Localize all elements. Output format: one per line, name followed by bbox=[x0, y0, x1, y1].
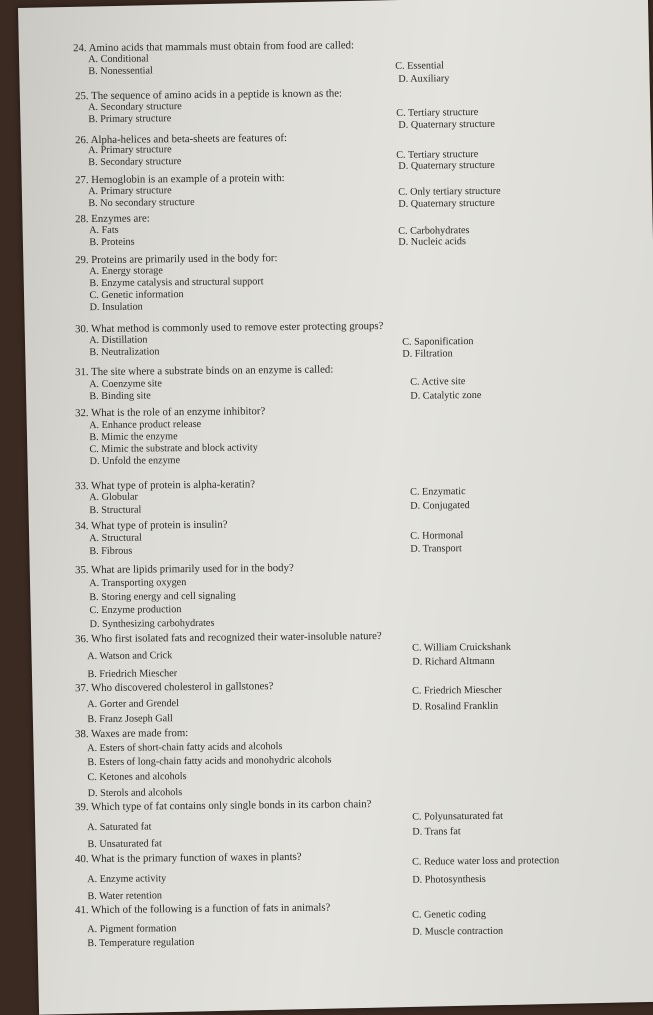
question-stem bbox=[75, 520, 228, 532]
option-letter: C. bbox=[89, 604, 99, 617]
option-letter: A. bbox=[89, 378, 100, 391]
answer-option bbox=[412, 702, 498, 713]
answer-option bbox=[89, 290, 183, 301]
question-stem bbox=[75, 799, 371, 813]
question-stem bbox=[75, 479, 255, 492]
option-letter: D. bbox=[89, 618, 100, 631]
answer-option bbox=[398, 161, 495, 172]
answer-option bbox=[89, 578, 186, 589]
question-stem bbox=[75, 563, 294, 576]
option-text: Primary structure bbox=[100, 113, 172, 125]
question-stem bbox=[75, 365, 333, 379]
answer-option bbox=[89, 266, 163, 277]
option-letter: B. bbox=[87, 937, 97, 950]
answer-option bbox=[87, 651, 172, 662]
option-letter: D. bbox=[87, 787, 98, 800]
answer-option bbox=[410, 501, 470, 512]
answer-option bbox=[88, 145, 172, 156]
option-letter: B. bbox=[87, 838, 97, 851]
option-text: Saturated fat bbox=[99, 821, 152, 833]
option-letter: D. bbox=[412, 656, 423, 668]
question-stem bbox=[75, 903, 330, 916]
option-text: Ketones and alcohols bbox=[99, 771, 187, 783]
answer-option bbox=[87, 874, 166, 885]
option-letter: B. bbox=[87, 756, 97, 769]
answer-option bbox=[87, 714, 173, 725]
option-letter: B. bbox=[89, 504, 99, 517]
option-letter: A. bbox=[89, 491, 100, 504]
option-text: Auxiliary bbox=[410, 73, 450, 85]
option-text: Enhance product release bbox=[101, 418, 202, 431]
question-text: Proteins are primarily used in the body for: bbox=[91, 252, 278, 267]
answer-option bbox=[88, 54, 149, 65]
option-letter: A. bbox=[87, 698, 98, 711]
answer-option bbox=[90, 619, 215, 631]
option-text: Distillation bbox=[101, 334, 148, 346]
option-letter: A. bbox=[87, 873, 98, 886]
question-number: 31. bbox=[74, 366, 89, 379]
option-letter: D. bbox=[398, 236, 409, 248]
option-letter: A. bbox=[89, 419, 100, 432]
question-number: 26. bbox=[74, 134, 89, 147]
option-letter: A. bbox=[89, 334, 100, 347]
option-letter: C. bbox=[410, 486, 420, 498]
option-letter: B. bbox=[88, 113, 98, 126]
option-letter: A. bbox=[87, 650, 98, 663]
option-letter: D. bbox=[412, 701, 423, 713]
option-text: Secondary structure bbox=[100, 156, 182, 168]
answer-option bbox=[410, 487, 466, 498]
option-text: Enzyme activity bbox=[99, 873, 167, 885]
question-number: 35. bbox=[74, 564, 89, 577]
option-text: Structural bbox=[101, 504, 142, 516]
question-number: 40. bbox=[74, 853, 89, 866]
option-text: Polyunsaturated fat bbox=[424, 810, 504, 823]
option-text: Transporting oxygen bbox=[101, 577, 187, 589]
option-letter: A. bbox=[89, 265, 100, 278]
answer-option bbox=[87, 669, 177, 680]
option-letter: D. bbox=[89, 455, 100, 468]
option-text: Binding site bbox=[101, 390, 151, 402]
answer-option bbox=[398, 199, 495, 210]
option-letter: C. bbox=[410, 530, 420, 542]
option-letter: A. bbox=[88, 101, 99, 114]
answer-option bbox=[89, 547, 132, 558]
option-letter: A. bbox=[87, 742, 98, 755]
question-stem bbox=[75, 728, 188, 740]
answer-option bbox=[88, 157, 181, 168]
option-letter: B. bbox=[89, 591, 99, 604]
option-text: Globular bbox=[101, 491, 138, 503]
option-letter: A. bbox=[89, 224, 100, 237]
answer-option bbox=[402, 337, 473, 348]
option-text: Temperature regulation bbox=[99, 936, 195, 949]
option-letter: D. bbox=[398, 73, 409, 85]
answer-option bbox=[87, 891, 162, 902]
option-letter: B. bbox=[89, 390, 99, 403]
answer-option bbox=[412, 910, 486, 921]
option-letter: D. bbox=[410, 500, 421, 512]
option-text: Coenzyme site bbox=[101, 378, 162, 390]
option-text: Mimic the substrate and block activity bbox=[101, 442, 258, 455]
answer-option bbox=[89, 303, 142, 314]
question-number: 30. bbox=[74, 323, 89, 336]
option-letter: B. bbox=[89, 545, 99, 558]
answer-option bbox=[410, 544, 462, 555]
answer-option bbox=[87, 699, 179, 710]
answer-option bbox=[89, 226, 119, 237]
answer-option bbox=[402, 349, 452, 360]
answer-option bbox=[89, 592, 235, 604]
option-text: Active site bbox=[421, 376, 466, 388]
option-text: Unsaturated fat bbox=[99, 838, 162, 850]
option-text: Saponification bbox=[414, 336, 474, 348]
question-text: Hemoglobin is an example of a protein with: bbox=[91, 172, 285, 187]
question-number: 24. bbox=[72, 42, 87, 55]
option-text: Synthesizing carbohydrates bbox=[102, 617, 215, 630]
option-text: Photosynthesis bbox=[424, 873, 486, 886]
option-letter: D. bbox=[402, 348, 413, 360]
question-stem bbox=[75, 406, 265, 419]
option-letter: A. bbox=[89, 532, 100, 545]
option-text: Neutralization bbox=[101, 346, 160, 358]
answer-option bbox=[412, 927, 503, 938]
option-text: Sterols and alcohols bbox=[100, 787, 183, 799]
option-text: Insulation bbox=[101, 301, 143, 313]
answer-option bbox=[89, 534, 142, 545]
answer-option bbox=[90, 456, 181, 467]
answer-option bbox=[412, 643, 511, 654]
option-text: William Cruickshank bbox=[423, 641, 511, 654]
option-letter: A. bbox=[88, 53, 99, 66]
question-stem bbox=[75, 88, 342, 102]
question-text: What is the role of an enzyme inhibitor? bbox=[91, 405, 266, 420]
option-letter: B. bbox=[87, 668, 97, 681]
answer-option bbox=[412, 875, 486, 886]
option-text: Tertiary structure bbox=[407, 106, 479, 119]
option-letter: A. bbox=[87, 821, 98, 834]
option-text: Esters of short-chain fatty acids and alcohols bbox=[99, 741, 283, 754]
option-letter: C. bbox=[410, 376, 420, 388]
question-text: Alpha-helices and beta-sheets are features of: bbox=[90, 131, 288, 147]
option-letter: C. bbox=[398, 225, 408, 237]
option-letter: D. bbox=[398, 198, 409, 210]
option-text: Genetic coding bbox=[423, 908, 487, 921]
question-number: 36. bbox=[74, 633, 89, 646]
option-text: Trans fat bbox=[424, 826, 461, 838]
answer-option bbox=[89, 420, 201, 431]
answer-option bbox=[410, 377, 465, 388]
option-letter: B. bbox=[89, 277, 99, 290]
option-text: Catalytic zone bbox=[422, 389, 482, 402]
option-letter: B. bbox=[87, 890, 97, 903]
option-letter: B. bbox=[88, 65, 98, 78]
option-letter: D. bbox=[410, 543, 421, 555]
option-text: Quaternary structure bbox=[410, 159, 495, 172]
option-text: Franz Joseph Gall bbox=[99, 713, 173, 725]
option-letter: C. bbox=[412, 909, 422, 921]
question-number: 37. bbox=[74, 682, 89, 695]
answer-option bbox=[398, 74, 449, 85]
answer-option bbox=[88, 66, 153, 77]
answer-option bbox=[88, 114, 171, 125]
option-text: Mimic the enzyme bbox=[101, 431, 178, 443]
question-stem bbox=[75, 253, 278, 266]
question-text: What are lipids primarily used for in the body? bbox=[91, 561, 294, 577]
option-text: Tertiary structure bbox=[407, 148, 479, 161]
option-text: Energy storage bbox=[101, 265, 163, 277]
question-text: Which type of fat contains only single bonds in its carbon chain? bbox=[91, 798, 372, 814]
option-letter: A. bbox=[87, 923, 98, 936]
answer-option bbox=[87, 822, 151, 833]
option-text: Richard Altmann bbox=[424, 655, 495, 668]
option-letter: A. bbox=[88, 185, 99, 198]
option-letter: D. bbox=[412, 926, 423, 938]
option-letter: C. bbox=[398, 186, 408, 198]
question-number: 25. bbox=[74, 90, 89, 103]
answer-option bbox=[89, 391, 151, 402]
answer-option bbox=[398, 237, 466, 248]
answer-option bbox=[88, 198, 194, 209]
option-letter: D. bbox=[89, 301, 100, 314]
option-text: Structural bbox=[101, 532, 142, 544]
answer-option bbox=[412, 657, 494, 668]
question-number: 33. bbox=[74, 480, 89, 493]
option-text: Proteins bbox=[101, 236, 135, 248]
answer-option bbox=[89, 605, 181, 616]
answer-option bbox=[87, 938, 194, 949]
option-text: Transport bbox=[422, 543, 462, 555]
option-text: Conjugated bbox=[422, 500, 470, 512]
option-letter: B. bbox=[87, 713, 97, 726]
answer-option bbox=[412, 686, 502, 697]
answer-option bbox=[89, 347, 159, 358]
option-text: Quaternary structure bbox=[410, 118, 495, 131]
answer-option bbox=[89, 238, 134, 249]
question-text: Which of the following is a function of fats in animals? bbox=[91, 901, 331, 917]
answer-option bbox=[89, 432, 177, 443]
option-text: Water retention bbox=[99, 890, 163, 902]
option-text: Reduce water loss and protection bbox=[423, 855, 560, 868]
question-number: 27. bbox=[74, 174, 89, 187]
question-text: The site where a substrate binds on an enzyme is called: bbox=[91, 363, 334, 379]
question-text: What type of protein is alpha-keratin? bbox=[91, 478, 256, 493]
option-text: Muscle contraction bbox=[424, 925, 504, 938]
question-stem bbox=[75, 852, 302, 865]
option-letter: C. bbox=[402, 336, 412, 348]
option-letter: C. bbox=[89, 443, 99, 456]
option-letter: C. bbox=[396, 149, 406, 161]
option-text: Fats bbox=[101, 224, 119, 236]
option-text: Nonessential bbox=[100, 65, 153, 77]
option-letter: B. bbox=[88, 197, 98, 210]
option-text: Primary structure bbox=[100, 144, 172, 156]
question-text: Waxes are made from: bbox=[91, 727, 189, 741]
option-text: Enzymatic bbox=[421, 486, 466, 498]
option-text: Quaternary structure bbox=[410, 197, 495, 210]
answer-option bbox=[89, 443, 257, 455]
answer-option bbox=[87, 839, 162, 850]
question-number: 28. bbox=[74, 213, 89, 226]
option-text: Nucleic acids bbox=[410, 236, 466, 248]
question-stem bbox=[75, 321, 383, 335]
option-text: Enzyme catalysis and structural support bbox=[101, 276, 264, 289]
question-number: 34. bbox=[74, 520, 89, 533]
option-letter: C. bbox=[412, 856, 422, 868]
option-text: Friedrich Miescher bbox=[99, 668, 178, 680]
option-letter: D. bbox=[398, 160, 409, 172]
option-letter: C. bbox=[87, 771, 97, 784]
option-letter: D. bbox=[412, 874, 423, 886]
question-text: Who discovered cholesterol in gallstones? bbox=[91, 680, 274, 695]
answer-option bbox=[87, 772, 186, 783]
option-letter: B. bbox=[89, 431, 99, 444]
option-letter: B. bbox=[88, 156, 98, 169]
option-text: Primary structure bbox=[100, 185, 172, 197]
question-text: Who first isolated fats and recognized their water-insoluble nature? bbox=[91, 630, 382, 646]
question-text: What is the primary function of waxes in plants? bbox=[91, 850, 302, 866]
question-number: 32. bbox=[74, 407, 89, 420]
question-number: 29. bbox=[74, 254, 89, 267]
option-letter: D. bbox=[398, 119, 409, 131]
question-stem bbox=[75, 173, 285, 186]
option-letter: D. bbox=[412, 826, 423, 838]
option-text: Genetic information bbox=[101, 289, 184, 301]
answer-option bbox=[89, 277, 263, 289]
question-text: Enzymes are: bbox=[91, 212, 150, 226]
option-letter: B. bbox=[89, 236, 99, 249]
option-text: Secondary structure bbox=[100, 101, 182, 113]
question-text: The sequence of amino acids in a peptide is known as the: bbox=[91, 87, 343, 103]
answer-option bbox=[87, 924, 176, 935]
option-text: Esters of long-chain fatty acids and monohydric alcohols bbox=[99, 754, 332, 768]
option-text: Carbohydrates bbox=[410, 225, 470, 237]
option-text: Friedrich Miescher bbox=[423, 684, 502, 697]
question-number: 38. bbox=[74, 728, 89, 741]
option-text: Enzyme production bbox=[101, 604, 182, 616]
question-number: 39. bbox=[74, 801, 89, 814]
answer-option bbox=[412, 827, 461, 838]
question-text: What type of protein is insulin? bbox=[91, 518, 228, 533]
question-stem bbox=[75, 631, 382, 645]
answer-option bbox=[410, 391, 481, 402]
option-letter: B. bbox=[89, 346, 99, 359]
question-text: Amino acids that mammals must obtain from food are called: bbox=[88, 39, 355, 55]
option-letter: C. bbox=[396, 107, 406, 119]
answer-option bbox=[89, 335, 147, 346]
option-letter: A. bbox=[88, 144, 99, 157]
option-text: Filtration bbox=[414, 348, 453, 360]
option-letter: D. bbox=[410, 390, 421, 402]
option-text: Gorter and Grendel bbox=[99, 698, 179, 710]
answer-option bbox=[87, 742, 282, 754]
answer-option bbox=[88, 788, 183, 799]
option-text: Unfold the enzyme bbox=[101, 455, 181, 467]
answer-option bbox=[89, 379, 162, 390]
answer-option bbox=[398, 187, 501, 198]
option-text: Pigment formation bbox=[99, 923, 177, 935]
question-number: 41. bbox=[74, 904, 89, 917]
option-text: Storing energy and cell signaling bbox=[101, 590, 236, 603]
option-text: Hormonal bbox=[422, 530, 464, 542]
option-text: Fibrous bbox=[101, 545, 133, 557]
answer-option bbox=[88, 102, 182, 113]
option-letter: C. bbox=[412, 642, 422, 654]
option-letter: A. bbox=[89, 577, 100, 590]
option-text: Essential bbox=[407, 60, 444, 72]
option-letter: C. bbox=[395, 60, 405, 72]
option-letter: C. bbox=[89, 289, 99, 302]
question-stem bbox=[75, 681, 273, 694]
option-text: Watson and Crick bbox=[99, 650, 173, 662]
answer-option bbox=[89, 506, 141, 517]
answer-option bbox=[395, 61, 444, 72]
question-text: What method is commonly used to remove ester protecting groups? bbox=[91, 319, 384, 336]
answer-option bbox=[412, 812, 503, 823]
answer-option bbox=[396, 108, 478, 119]
option-text: Rosalind Franklin bbox=[424, 700, 499, 713]
answer-option bbox=[87, 756, 331, 769]
question-stem bbox=[75, 213, 150, 225]
option-text: Conditional bbox=[100, 53, 149, 65]
option-text: No secondary structure bbox=[100, 196, 195, 209]
answer-option bbox=[412, 856, 559, 868]
option-letter: C. bbox=[412, 811, 422, 823]
answer-option bbox=[88, 186, 172, 197]
question-stem bbox=[73, 40, 354, 54]
answer-option bbox=[398, 120, 495, 131]
option-letter: C. bbox=[412, 685, 422, 697]
option-text: Only tertiary structure bbox=[410, 185, 501, 198]
answer-option bbox=[89, 493, 138, 504]
answer-option bbox=[410, 531, 463, 542]
